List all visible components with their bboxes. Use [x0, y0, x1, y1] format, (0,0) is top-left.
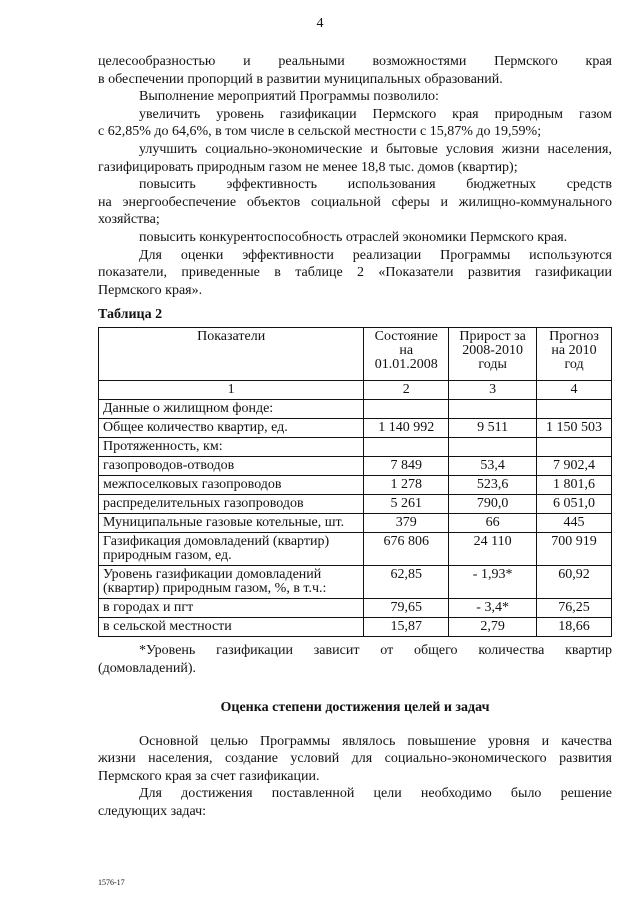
table-header-cell: Состояние на 01.01.2008 — [364, 327, 449, 380]
paragraph-line: Для оценки эффективности реализации Программы используются — [139, 247, 612, 263]
column-number: 3 — [449, 380, 537, 399]
table-cell-value: 15,87 — [364, 617, 449, 636]
table-row-label: межпоселковых газопроводов — [99, 475, 364, 494]
table-cell-value: 1 150 503 — [537, 418, 612, 437]
column-number: 1 — [99, 380, 364, 399]
table-row — [99, 532, 612, 565]
table-row-label: в городах и пгт — [99, 598, 364, 617]
list-item-line: повысить эффективность использования бюджетных средств — [139, 177, 612, 193]
table-cell-value: 1 140 992 — [364, 418, 449, 437]
table-row-label: распределительных газопроводов — [99, 494, 364, 513]
table-row-label: Протяженность, км: — [99, 437, 364, 456]
table-row — [99, 617, 612, 636]
table-row-label: Общее количество квартир, ед. — [99, 418, 364, 437]
table-cell-value — [364, 399, 449, 418]
document-body — [98, 53, 612, 821]
table-row — [99, 456, 612, 475]
table-row — [99, 513, 612, 532]
document-code: 1576-17 — [98, 878, 125, 887]
table-cell-value: 24 110 — [449, 532, 537, 565]
indicators-table — [98, 327, 612, 637]
table-cell-value: 445 — [537, 513, 612, 532]
table-cell-value: 7 902,4 — [537, 456, 612, 475]
paragraph-line: Пермского края». — [98, 282, 203, 298]
table-row-label: газопроводов-отводов — [99, 456, 364, 475]
table-cell-value — [449, 437, 537, 456]
table-row — [99, 399, 612, 418]
table-cell-value: 66 — [449, 513, 537, 532]
column-number: 2 — [364, 380, 449, 399]
table-header-cell: Показатели — [99, 327, 364, 380]
table-cell-value: 1 801,6 — [537, 475, 612, 494]
table-cell-value: 60,92 — [537, 565, 612, 598]
table-cell-value: 790,0 — [449, 494, 537, 513]
table-cell-value — [364, 437, 449, 456]
page-number: 4 — [316, 16, 324, 31]
list-item-line: на энергообеспечение объектов социальной сферы и жилищно-коммунального — [98, 194, 612, 210]
table-cell-value: 379 — [364, 513, 449, 532]
paragraph-line: в обеспечении пропорций в развитии муниципальных образований. — [98, 71, 503, 87]
list-item-line: увеличить уровень газификации Пермского края природным газом — [139, 106, 612, 122]
table-header-row — [99, 327, 612, 380]
table-header-cell: Прогноз на 2010 год — [537, 327, 612, 380]
table-cell-value: 5 261 — [364, 494, 449, 513]
list-item-line: газифицировать природным газом не менее 18,8 тыс. домов (квартир); — [98, 159, 518, 175]
paragraph-line: Для достижения поставленной цели необходимо было решение — [139, 786, 612, 802]
table-cell-value: 62,85 — [364, 565, 449, 598]
table-cell-value: 2,79 — [449, 617, 537, 636]
table-cell-value: 523,6 — [449, 475, 537, 494]
footnote-line: (домовладений). — [98, 660, 196, 676]
table-cell-value: - 3,4* — [449, 598, 537, 617]
table-title: Таблица 2 — [98, 307, 163, 323]
table-header-cell: Прирост за 2008-2010 годы — [449, 327, 537, 380]
table-cell-value: 7 849 — [364, 456, 449, 475]
list-item-line: хозяйства; — [98, 212, 160, 228]
table-cell-value: 676 806 — [364, 532, 449, 565]
table-cell-value: 6 051,0 — [537, 494, 612, 513]
paragraph-line: следующих задач: — [98, 804, 207, 820]
table-cell-value — [537, 437, 612, 456]
table-cell-value: 18,66 — [537, 617, 612, 636]
table-cell-value — [449, 399, 537, 418]
table-cell-value: 53,4 — [449, 456, 537, 475]
table-row-label: Муниципальные газовые котельные, шт. — [99, 513, 364, 532]
paragraph-line: показатели, приведенные в таблице 2 «Показатели развития газификации — [98, 265, 612, 281]
table-cell-value: 700 919 — [537, 532, 612, 565]
table-row-label: в сельской местности — [99, 617, 364, 636]
list-item-line: повысить конкурентоспособность отраслей экономики Пермского края. — [139, 229, 568, 245]
list-item-line: улучшить социально-экономические и бытовые условия жизни населения, — [139, 141, 612, 157]
table-row-label: Газификация домовладений (квартир) природным газом, ед. — [99, 532, 364, 565]
column-number-row — [99, 380, 612, 399]
paragraph-line: Основной целью Программы являлось повышение уровня и качества — [139, 733, 612, 749]
table-row — [99, 494, 612, 513]
table-row — [99, 475, 612, 494]
table-cell-value: 79,65 — [364, 598, 449, 617]
table-cell-value: - 1,93* — [449, 565, 537, 598]
paragraph-intro: Выполнение мероприятий Программы позволило: — [139, 89, 439, 105]
table-row-label: Данные о жилищном фонде: — [99, 399, 364, 418]
table-cell-value: 9 511 — [449, 418, 537, 437]
table-row — [99, 598, 612, 617]
paragraph-line: Пермского края за счет газификации. — [98, 768, 320, 784]
table-row — [99, 565, 612, 598]
table-cell-value — [537, 399, 612, 418]
footnote-line: *Уровень газификации зависит от общего количества квартир — [139, 642, 612, 658]
table-row-label: Уровень газификации домовладений (квартир) природным газом, %, в т.ч.: — [99, 565, 364, 598]
paragraph-line: целесообразностью и реальными возможностями Пермского края — [98, 54, 612, 69]
table-cell-value: 1 278 — [364, 475, 449, 494]
column-number: 4 — [537, 380, 612, 399]
table-row — [99, 437, 612, 456]
paragraph-line: жизни населения, создание условий для социально-экономического развития — [98, 751, 612, 767]
table-row — [99, 418, 612, 437]
list-item-line: с 62,85% до 64,6%, в том числе в сельской местности с 15,87% до 19,59%; — [98, 124, 542, 140]
section-heading: Оценка степени достижения целей и задач — [220, 700, 490, 716]
table-cell-value: 76,25 — [537, 598, 612, 617]
